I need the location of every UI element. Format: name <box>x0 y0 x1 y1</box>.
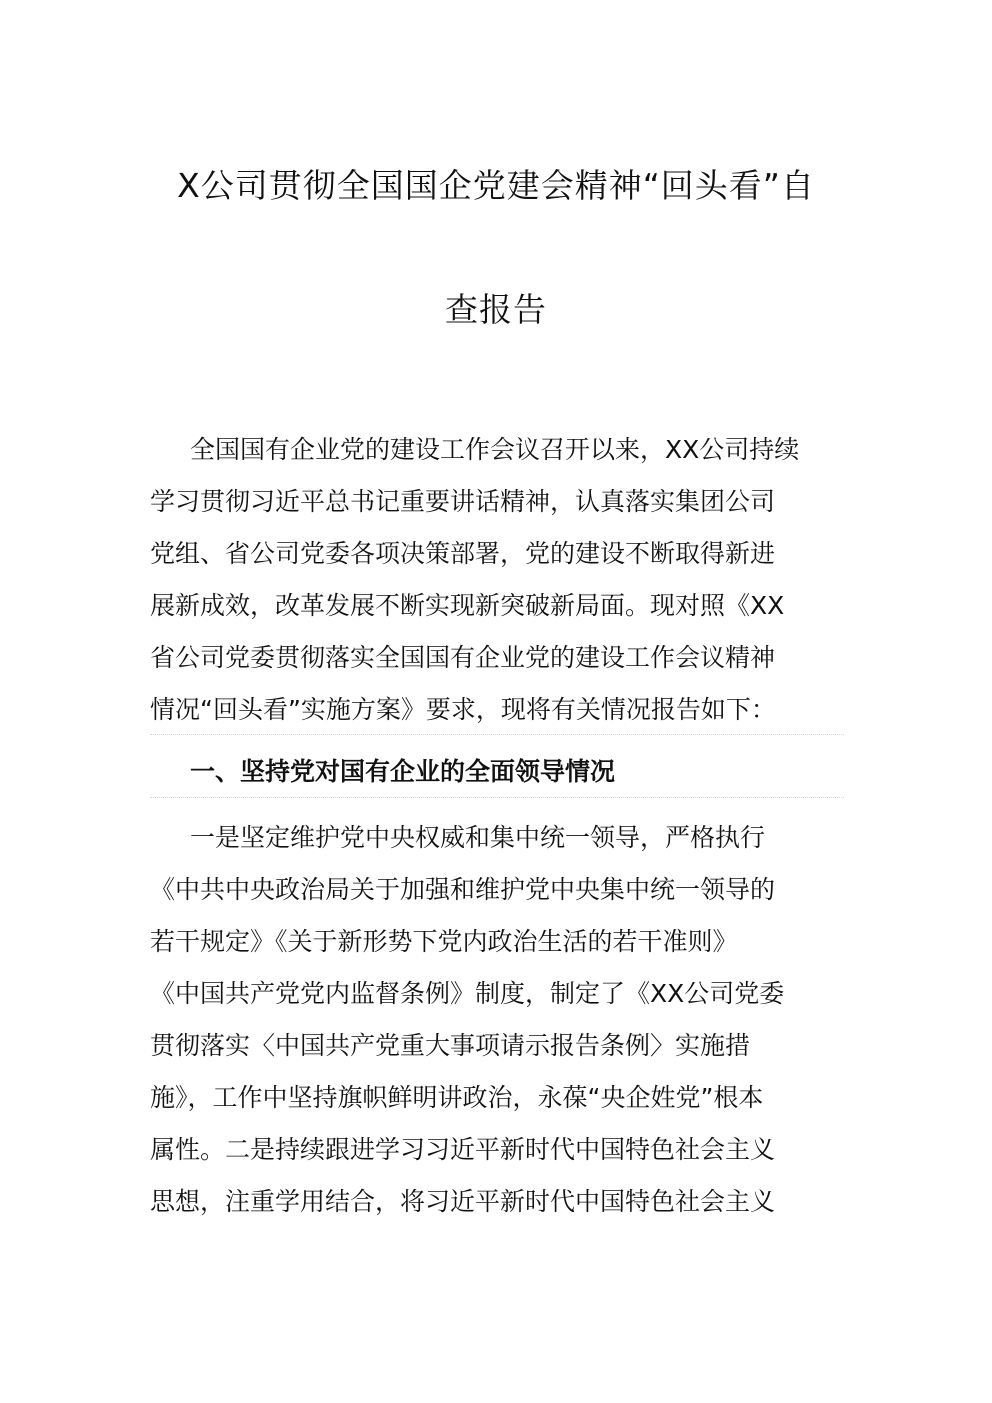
intro-paragraph-line: 学习贯彻习近平总书记重要讲话精神，认真落实集团公司 <box>150 487 776 516</box>
section-heading: 一、坚持党对国有企业的全面领导情况 <box>190 757 616 786</box>
section-paragraph-line: 思想，注重学用结合，将习近平新时代中国特色社会主义 <box>150 1187 776 1216</box>
document-title-line-1: X公司贯彻全国国企党建会精神“回头看”自 <box>177 166 815 205</box>
section-paragraph-line: 属性。二是持续跟进学习习近平新时代中国特色社会主义 <box>150 1135 776 1164</box>
section-paragraph-line: 贯彻落实〈中国共产党重大事项请示报告条例〉实施措 <box>150 1031 751 1060</box>
section-paragraph-line: 施》，工作中坚持旗帜鲜明讲政治，永葆“央企姓党”根本 <box>150 1083 764 1112</box>
section-paragraph-line: 若干规定》《关于新形势下党内政治生活的若干准则》 <box>150 927 738 956</box>
intro-paragraph-line: 党组、省公司党委各项决策部署，党的建设不断取得新进 <box>150 539 776 568</box>
section-paragraph-line: 《中国共产党党内监督条例》制度，制定了《XX公司党委 <box>150 979 785 1008</box>
intro-paragraph-line: 展新成效，改革发展不断实现新突破新局面。现对照《XX <box>150 591 785 620</box>
section-paragraph-line: 一是坚定维护党中央权威和集中统一领导，严格执行 <box>190 823 766 852</box>
document-title-line-2: 查报告 <box>445 290 547 329</box>
intro-paragraph-line: 省公司党委贯彻落实全国国有企业党的建设工作会议精神 <box>150 643 776 672</box>
intro-paragraph-line: 全国国有企业党的建设工作会议召开以来，XX公司持续 <box>190 435 800 464</box>
section-divider-bottom <box>150 797 844 798</box>
section-divider-top <box>150 734 844 735</box>
intro-paragraph-line: 情况“回头看”实施方案》要求，现将有关情况报告如下： <box>150 695 776 724</box>
section-paragraph-line: 《中共中央政治局关于加强和维护党中央集中统一领导的 <box>150 875 776 904</box>
